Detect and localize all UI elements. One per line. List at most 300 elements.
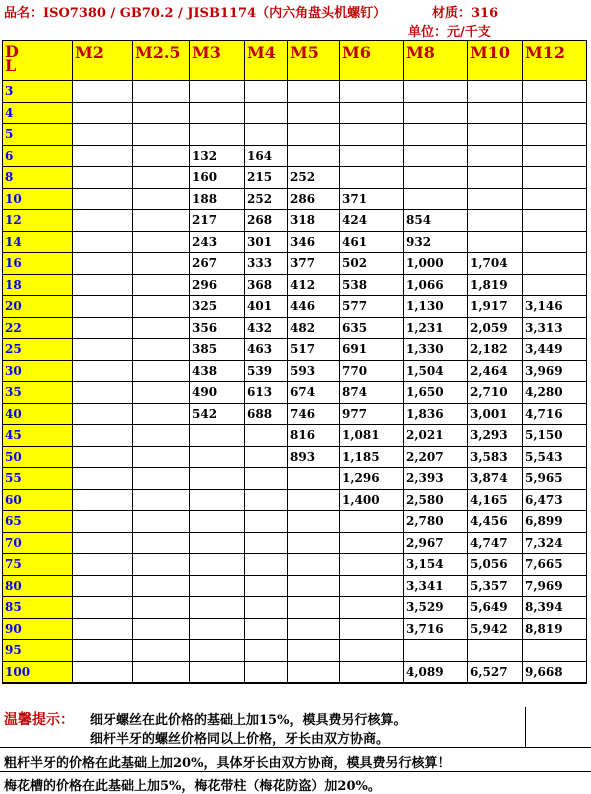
price-cell: 1,066 bbox=[404, 274, 468, 296]
price-cell bbox=[404, 640, 468, 662]
length-cell: 55 bbox=[3, 468, 73, 490]
price-cell bbox=[133, 468, 190, 490]
note-row-thick-half-thread bbox=[0, 749, 591, 772]
price-cell bbox=[73, 317, 133, 339]
price-cell: 2,967 bbox=[404, 532, 468, 554]
product-title: 品名：ISO7380 / GB70.2 / JISB1174（内六角盘头机螺钉） bbox=[4, 6, 387, 21]
price-cell bbox=[133, 425, 190, 447]
note-row-torx bbox=[0, 772, 591, 794]
price-cell: 816 bbox=[288, 425, 340, 447]
table-row bbox=[3, 167, 587, 189]
length-cell: 70 bbox=[3, 532, 73, 554]
price-cell bbox=[523, 167, 587, 189]
price-cell bbox=[245, 102, 288, 124]
price-cell: 371 bbox=[340, 188, 404, 210]
price-cell bbox=[340, 532, 404, 554]
price-cell: 424 bbox=[340, 210, 404, 232]
price-cell: 3,449 bbox=[523, 339, 587, 361]
table-row bbox=[3, 661, 587, 683]
column-header-m12: M12 bbox=[523, 41, 587, 81]
price-cell bbox=[468, 167, 523, 189]
note-thick-half-thread: 粗杆半牙的价格在此基础上加20%，具体牙长由双方协商，模具费另行核算！ bbox=[4, 756, 451, 771]
price-cell: 463 bbox=[245, 339, 288, 361]
price-cell: 3,716 bbox=[404, 618, 468, 640]
price-cell bbox=[245, 618, 288, 640]
price-cell: 635 bbox=[340, 317, 404, 339]
price-cell: 5,150 bbox=[523, 425, 587, 447]
price-cell: 517 bbox=[288, 339, 340, 361]
price-cell: 243 bbox=[190, 231, 245, 253]
price-cell: 6,899 bbox=[523, 511, 587, 533]
price-cell bbox=[190, 640, 245, 662]
table-row bbox=[3, 317, 587, 339]
price-cell: 318 bbox=[288, 210, 340, 232]
price-cell bbox=[73, 425, 133, 447]
price-cell bbox=[288, 618, 340, 640]
price-cell: 1,836 bbox=[404, 403, 468, 425]
price-cell bbox=[404, 145, 468, 167]
table-row bbox=[3, 640, 587, 662]
price-cell bbox=[404, 102, 468, 124]
price-cell bbox=[288, 511, 340, 533]
price-cell: 160 bbox=[190, 167, 245, 189]
price-cell bbox=[288, 102, 340, 124]
length-cell: 65 bbox=[3, 511, 73, 533]
price-cell bbox=[73, 554, 133, 576]
length-cell: 12 bbox=[3, 210, 73, 232]
price-cell bbox=[73, 468, 133, 490]
price-cell bbox=[190, 575, 245, 597]
price-cell bbox=[73, 102, 133, 124]
price-cell: 2,580 bbox=[404, 489, 468, 511]
price-table-body bbox=[3, 41, 587, 684]
column-header-m3: M3 bbox=[190, 41, 245, 81]
column-header-m2-5: M2.5 bbox=[133, 41, 190, 81]
length-cell: 18 bbox=[3, 274, 73, 296]
price-cell bbox=[288, 575, 340, 597]
price-cell bbox=[133, 597, 190, 619]
price-cell: 215 bbox=[245, 167, 288, 189]
price-cell bbox=[245, 554, 288, 576]
length-cell: 16 bbox=[3, 253, 73, 275]
price-cell: 188 bbox=[190, 188, 245, 210]
length-cell: 22 bbox=[3, 317, 73, 339]
price-cell bbox=[468, 188, 523, 210]
table-row bbox=[3, 597, 587, 619]
price-cell bbox=[73, 640, 133, 662]
price-cell: 1,400 bbox=[340, 489, 404, 511]
price-cell bbox=[73, 253, 133, 275]
price-cell bbox=[133, 661, 190, 683]
price-cell bbox=[468, 640, 523, 662]
price-cell bbox=[523, 188, 587, 210]
price-cell: 3,293 bbox=[468, 425, 523, 447]
price-cell: 502 bbox=[340, 253, 404, 275]
price-cell: 1,504 bbox=[404, 360, 468, 382]
price-cell bbox=[523, 102, 587, 124]
table-row bbox=[3, 511, 587, 533]
price-cell: 1,330 bbox=[404, 339, 468, 361]
price-table bbox=[2, 40, 587, 684]
price-cell bbox=[73, 403, 133, 425]
price-cell: 4,280 bbox=[523, 382, 587, 404]
price-cell bbox=[523, 145, 587, 167]
note-thin-half-thread: 细杆半牙的螺丝价格同以上价格，牙长由双方协商。 bbox=[90, 732, 390, 747]
price-cell: 874 bbox=[340, 382, 404, 404]
price-cell: 5,543 bbox=[523, 446, 587, 468]
table-row bbox=[3, 102, 587, 124]
length-cell: 35 bbox=[3, 382, 73, 404]
price-cell bbox=[190, 661, 245, 683]
price-cell bbox=[133, 231, 190, 253]
price-cell bbox=[73, 231, 133, 253]
price-cell bbox=[404, 124, 468, 146]
price-cell bbox=[245, 597, 288, 619]
price-cell bbox=[190, 532, 245, 554]
price-cell: 268 bbox=[245, 210, 288, 232]
price-cell: 3,969 bbox=[523, 360, 587, 382]
corner-d-label: D bbox=[5, 42, 19, 61]
price-cell: 5,965 bbox=[523, 468, 587, 490]
price-cell bbox=[404, 81, 468, 103]
price-cell bbox=[404, 188, 468, 210]
length-cell: 25 bbox=[3, 339, 73, 361]
price-cell: 1,650 bbox=[404, 382, 468, 404]
price-cell bbox=[340, 167, 404, 189]
price-cell bbox=[133, 81, 190, 103]
price-cell: 377 bbox=[288, 253, 340, 275]
price-cell: 1,296 bbox=[340, 468, 404, 490]
price-cell: 674 bbox=[288, 382, 340, 404]
price-cell: 461 bbox=[340, 231, 404, 253]
table-row bbox=[3, 425, 587, 447]
table-row bbox=[3, 489, 587, 511]
price-cell bbox=[340, 102, 404, 124]
price-cell: 333 bbox=[245, 253, 288, 275]
price-cell bbox=[133, 575, 190, 597]
column-header-m6: M6 bbox=[340, 41, 404, 81]
table-row bbox=[3, 446, 587, 468]
price-cell: 296 bbox=[190, 274, 245, 296]
price-cell: 301 bbox=[245, 231, 288, 253]
price-cell: 1,081 bbox=[340, 425, 404, 447]
price-cell bbox=[133, 489, 190, 511]
column-header-m10: M10 bbox=[468, 41, 523, 81]
price-cell: 4,456 bbox=[468, 511, 523, 533]
price-cell bbox=[468, 102, 523, 124]
price-cell bbox=[133, 317, 190, 339]
price-cell bbox=[523, 231, 587, 253]
price-cell: 1,704 bbox=[468, 253, 523, 275]
price-cell: 9,668 bbox=[523, 661, 587, 683]
price-cell bbox=[340, 597, 404, 619]
price-cell bbox=[340, 661, 404, 683]
price-cell bbox=[245, 661, 288, 683]
price-cell: 2,021 bbox=[404, 425, 468, 447]
price-cell bbox=[523, 274, 587, 296]
price-cell bbox=[245, 489, 288, 511]
price-cell: 5,942 bbox=[468, 618, 523, 640]
price-cell: 746 bbox=[288, 403, 340, 425]
table-row bbox=[3, 339, 587, 361]
table-row bbox=[3, 210, 587, 232]
price-cell: 3,529 bbox=[404, 597, 468, 619]
price-cell: 346 bbox=[288, 231, 340, 253]
price-cell: 691 bbox=[340, 339, 404, 361]
price-cell bbox=[245, 532, 288, 554]
price-cell bbox=[133, 360, 190, 382]
price-cell: 164 bbox=[245, 145, 288, 167]
note-torx-slot: 梅花槽的价格在此基础上加5%，梅花带柱（梅花防盗）加20%。 bbox=[4, 779, 381, 794]
price-cell: 432 bbox=[245, 317, 288, 339]
price-cell: 932 bbox=[404, 231, 468, 253]
table-row bbox=[3, 554, 587, 576]
table-row bbox=[3, 403, 587, 425]
price-cell bbox=[133, 403, 190, 425]
price-cell bbox=[190, 597, 245, 619]
price-cell: 482 bbox=[288, 317, 340, 339]
price-cell: 132 bbox=[190, 145, 245, 167]
price-cell bbox=[133, 532, 190, 554]
price-cell: 490 bbox=[190, 382, 245, 404]
price-cell: 4,165 bbox=[468, 489, 523, 511]
price-cell: 893 bbox=[288, 446, 340, 468]
table-row bbox=[3, 81, 587, 103]
price-cell bbox=[190, 511, 245, 533]
price-cell: 2,182 bbox=[468, 339, 523, 361]
table-row bbox=[3, 145, 587, 167]
price-cell bbox=[245, 124, 288, 146]
price-cell bbox=[288, 145, 340, 167]
price-cell: 401 bbox=[245, 296, 288, 318]
length-cell: 10 bbox=[3, 188, 73, 210]
price-cell: 1,917 bbox=[468, 296, 523, 318]
price-cell bbox=[73, 575, 133, 597]
table-row bbox=[3, 188, 587, 210]
price-cell bbox=[73, 210, 133, 232]
price-cell bbox=[468, 210, 523, 232]
length-cell: 45 bbox=[3, 425, 73, 447]
price-cell bbox=[73, 145, 133, 167]
price-cell bbox=[73, 124, 133, 146]
length-cell: 4 bbox=[3, 102, 73, 124]
price-cell: 2,780 bbox=[404, 511, 468, 533]
price-cell bbox=[133, 446, 190, 468]
length-cell: 100 bbox=[3, 661, 73, 683]
price-cell: 688 bbox=[245, 403, 288, 425]
price-cell: 2,059 bbox=[468, 317, 523, 339]
length-cell: 14 bbox=[3, 231, 73, 253]
price-cell bbox=[190, 124, 245, 146]
price-cell bbox=[523, 640, 587, 662]
corner-cell bbox=[3, 41, 73, 81]
price-cell: 2,464 bbox=[468, 360, 523, 382]
table-row bbox=[3, 274, 587, 296]
price-cell: 613 bbox=[245, 382, 288, 404]
price-cell bbox=[245, 81, 288, 103]
price-cell: 217 bbox=[190, 210, 245, 232]
price-cell bbox=[288, 640, 340, 662]
price-cell bbox=[288, 597, 340, 619]
price-cell: 1,130 bbox=[404, 296, 468, 318]
price-cell bbox=[73, 81, 133, 103]
price-cell: 412 bbox=[288, 274, 340, 296]
price-cell: 3,001 bbox=[468, 403, 523, 425]
price-cell bbox=[190, 618, 245, 640]
price-cell bbox=[468, 81, 523, 103]
length-cell: 50 bbox=[3, 446, 73, 468]
price-cell bbox=[340, 81, 404, 103]
sheet-header bbox=[0, 0, 591, 40]
price-cell: 770 bbox=[340, 360, 404, 382]
price-cell: 6,473 bbox=[523, 489, 587, 511]
column-header-m8: M8 bbox=[404, 41, 468, 81]
price-cell: 7,969 bbox=[523, 575, 587, 597]
price-cell: 3,341 bbox=[404, 575, 468, 597]
price-cell bbox=[73, 339, 133, 361]
price-cell bbox=[468, 231, 523, 253]
price-cell bbox=[340, 124, 404, 146]
length-cell: 75 bbox=[3, 554, 73, 576]
price-cell: 4,716 bbox=[523, 403, 587, 425]
price-cell: 385 bbox=[190, 339, 245, 361]
price-cell bbox=[133, 145, 190, 167]
price-cell bbox=[133, 296, 190, 318]
price-cell: 446 bbox=[288, 296, 340, 318]
price-cell: 286 bbox=[288, 188, 340, 210]
price-cell: 6,527 bbox=[468, 661, 523, 683]
price-cell bbox=[73, 382, 133, 404]
price-cell: 325 bbox=[190, 296, 245, 318]
price-cell bbox=[190, 425, 245, 447]
price-cell bbox=[288, 532, 340, 554]
price-cell: 7,665 bbox=[523, 554, 587, 576]
price-cell: 539 bbox=[245, 360, 288, 382]
price-cell: 5,357 bbox=[468, 575, 523, 597]
price-cell: 8,394 bbox=[523, 597, 587, 619]
price-cell: 3,154 bbox=[404, 554, 468, 576]
price-cell: 538 bbox=[340, 274, 404, 296]
length-cell: 80 bbox=[3, 575, 73, 597]
price-cell: 977 bbox=[340, 403, 404, 425]
price-cell: 368 bbox=[245, 274, 288, 296]
price-cell bbox=[245, 640, 288, 662]
price-cell bbox=[133, 382, 190, 404]
price-cell: 2,710 bbox=[468, 382, 523, 404]
length-cell: 6 bbox=[3, 145, 73, 167]
price-cell bbox=[523, 253, 587, 275]
price-cell bbox=[73, 597, 133, 619]
length-cell: 3 bbox=[3, 81, 73, 103]
corner-l-label: L bbox=[5, 56, 17, 75]
price-cell bbox=[404, 167, 468, 189]
price-cell: 356 bbox=[190, 317, 245, 339]
price-cell bbox=[190, 468, 245, 490]
price-cell: 2,393 bbox=[404, 468, 468, 490]
price-cell bbox=[245, 446, 288, 468]
price-cell bbox=[523, 81, 587, 103]
price-cell bbox=[73, 188, 133, 210]
price-cell bbox=[468, 145, 523, 167]
price-cell bbox=[340, 618, 404, 640]
price-cell: 3,313 bbox=[523, 317, 587, 339]
price-cell: 5,649 bbox=[468, 597, 523, 619]
price-cell: 3,874 bbox=[468, 468, 523, 490]
price-cell: 1,000 bbox=[404, 253, 468, 275]
price-cell: 7,324 bbox=[523, 532, 587, 554]
table-row bbox=[3, 382, 587, 404]
price-cell bbox=[245, 575, 288, 597]
price-cell: 5,056 bbox=[468, 554, 523, 576]
notes-block bbox=[0, 707, 591, 748]
price-cell bbox=[340, 640, 404, 662]
price-cell: 854 bbox=[404, 210, 468, 232]
price-cell bbox=[73, 511, 133, 533]
material-label: 材质：316 bbox=[432, 6, 499, 21]
table-row bbox=[3, 575, 587, 597]
price-cell bbox=[73, 446, 133, 468]
unit-label: 单位：元/千支 bbox=[408, 25, 491, 40]
price-cell bbox=[288, 124, 340, 146]
price-cell bbox=[73, 489, 133, 511]
price-cell bbox=[245, 425, 288, 447]
price-cell bbox=[468, 124, 523, 146]
price-cell bbox=[190, 102, 245, 124]
price-cell: 4,089 bbox=[404, 661, 468, 683]
table-row bbox=[3, 231, 587, 253]
price-cell: 542 bbox=[190, 403, 245, 425]
price-cell: 3,146 bbox=[523, 296, 587, 318]
price-cell: 252 bbox=[288, 167, 340, 189]
price-cell bbox=[73, 167, 133, 189]
price-cell bbox=[523, 210, 587, 232]
price-cell bbox=[73, 274, 133, 296]
price-cell bbox=[133, 253, 190, 275]
price-cell bbox=[340, 511, 404, 533]
price-cell: 593 bbox=[288, 360, 340, 382]
column-header-m2: M2 bbox=[73, 41, 133, 81]
price-cell: 252 bbox=[245, 188, 288, 210]
price-cell: 267 bbox=[190, 253, 245, 275]
length-cell: 85 bbox=[3, 597, 73, 619]
price-cell bbox=[133, 640, 190, 662]
price-cell bbox=[133, 124, 190, 146]
notes-divider bbox=[525, 707, 526, 747]
price-cell: 3,583 bbox=[468, 446, 523, 468]
price-cell bbox=[340, 554, 404, 576]
length-cell: 60 bbox=[3, 489, 73, 511]
price-cell bbox=[340, 575, 404, 597]
price-cell bbox=[245, 468, 288, 490]
price-cell bbox=[133, 188, 190, 210]
price-cell bbox=[288, 81, 340, 103]
price-cell bbox=[288, 661, 340, 683]
table-row bbox=[3, 296, 587, 318]
price-cell: 8,819 bbox=[523, 618, 587, 640]
table-row bbox=[3, 360, 587, 382]
price-cell: 577 bbox=[340, 296, 404, 318]
length-cell: 20 bbox=[3, 296, 73, 318]
length-cell: 30 bbox=[3, 360, 73, 382]
price-cell bbox=[190, 81, 245, 103]
price-cell bbox=[73, 618, 133, 640]
column-header-m5: M5 bbox=[288, 41, 340, 81]
length-cell: 8 bbox=[3, 167, 73, 189]
price-cell bbox=[133, 274, 190, 296]
price-cell: 1,819 bbox=[468, 274, 523, 296]
price-cell bbox=[190, 446, 245, 468]
price-cell: 1,185 bbox=[340, 446, 404, 468]
